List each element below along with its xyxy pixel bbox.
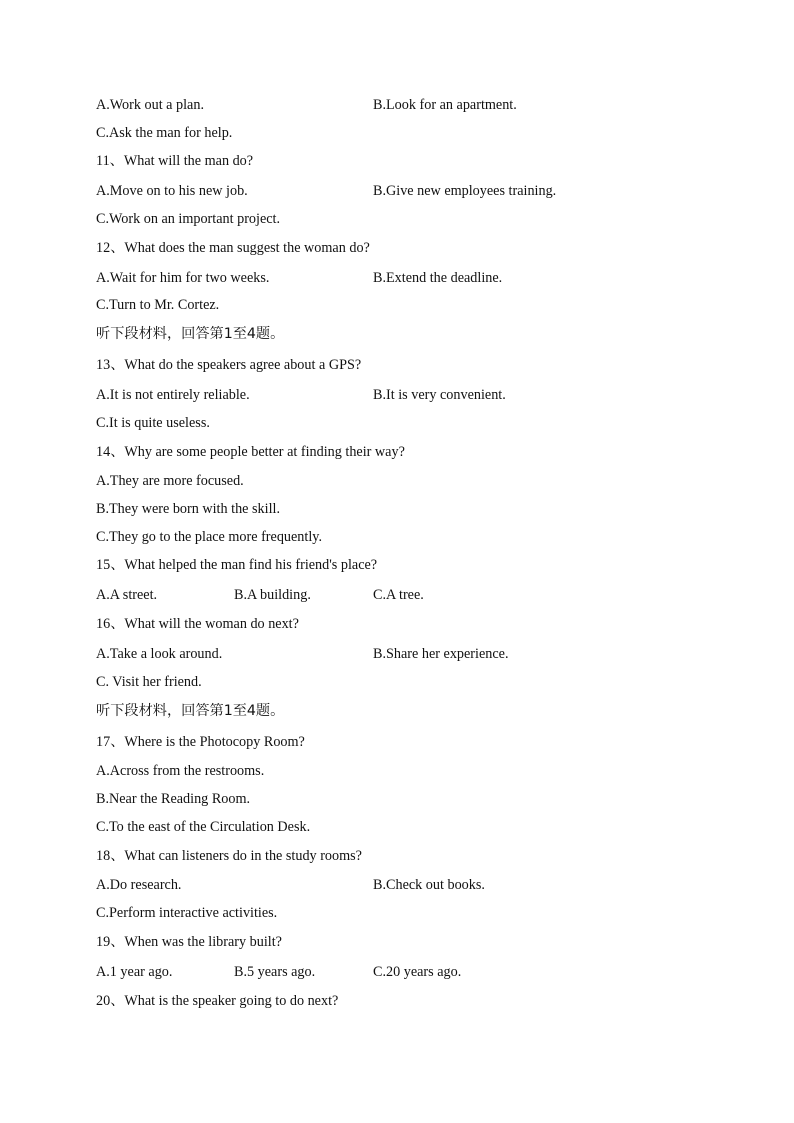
option-c: C.20 years ago. xyxy=(373,964,462,980)
option-b: B.Near the Reading Room. xyxy=(96,791,251,807)
option-a: A.Wait for him for two weeks. xyxy=(96,270,270,286)
option-c: C.Ask the man for help. xyxy=(96,125,233,141)
option-b: B.Share her experience. xyxy=(373,646,509,662)
option-a: A.Move on to his new job. xyxy=(96,183,248,199)
option-b: B.5 years ago. xyxy=(234,964,316,980)
option-c: C.It is quite useless. xyxy=(96,415,210,431)
option-c: C. Visit her friend. xyxy=(96,674,202,690)
option-a: A.They are more focused. xyxy=(96,473,244,489)
question-text: 18、What can listeners do in the study rooms? xyxy=(96,848,362,864)
option-c: C.A tree. xyxy=(373,587,424,603)
question-text: 13、What do the speakers agree about a GPS? xyxy=(96,357,362,373)
option-b: B.Extend the deadline. xyxy=(373,270,503,286)
option-c: C.Perform interactive activities. xyxy=(96,905,278,921)
option-a: A.A street. xyxy=(96,587,158,603)
option-b: B.It is very convenient. xyxy=(373,387,506,403)
option-b: B.A building. xyxy=(234,587,311,603)
section-instruction-text: 听下段材料，回答第1至4题。 xyxy=(96,703,285,719)
option-a: A.Do research. xyxy=(96,877,182,893)
question-text: 11、What will the man do? xyxy=(96,153,254,169)
option-b: B.They were born with the skill. xyxy=(96,501,281,517)
option-a: A.1 year ago. xyxy=(96,964,173,980)
option-a: A.Work out a plan. xyxy=(96,97,204,113)
section-instruction-text: 听下段材料，回答第1至4题。 xyxy=(96,326,285,342)
question-text: 20、What is the speaker going to do next? xyxy=(96,993,339,1009)
question-text: 19、When was the library built? xyxy=(96,934,282,950)
option-c: C.Turn to Mr. Cortez. xyxy=(96,297,220,313)
option-c: C.Work on an important project. xyxy=(96,211,281,227)
question-text: 14、Why are some people better at finding their way? xyxy=(96,444,405,460)
option-b: B.Give new employees training. xyxy=(373,183,557,199)
option-a: A.Across from the restrooms. xyxy=(96,763,265,779)
option-b: B.Look for an apartment. xyxy=(373,97,517,113)
question-text: 15、What helped the man find his friend's place? xyxy=(96,557,378,573)
option-c: C.To the east of the Circulation Desk. xyxy=(96,819,311,835)
question-text: 12、What does the man suggest the woman do? xyxy=(96,240,370,256)
question-text: 17、Where is the Photocopy Room? xyxy=(96,734,305,750)
option-a: A.Take a look around. xyxy=(96,646,223,662)
option-b: B.Check out books. xyxy=(373,877,485,893)
option-a: A.It is not entirely reliable. xyxy=(96,387,250,403)
question-text: 16、What will the woman do next? xyxy=(96,616,299,632)
option-c: C.They go to the place more frequently. xyxy=(96,529,323,545)
